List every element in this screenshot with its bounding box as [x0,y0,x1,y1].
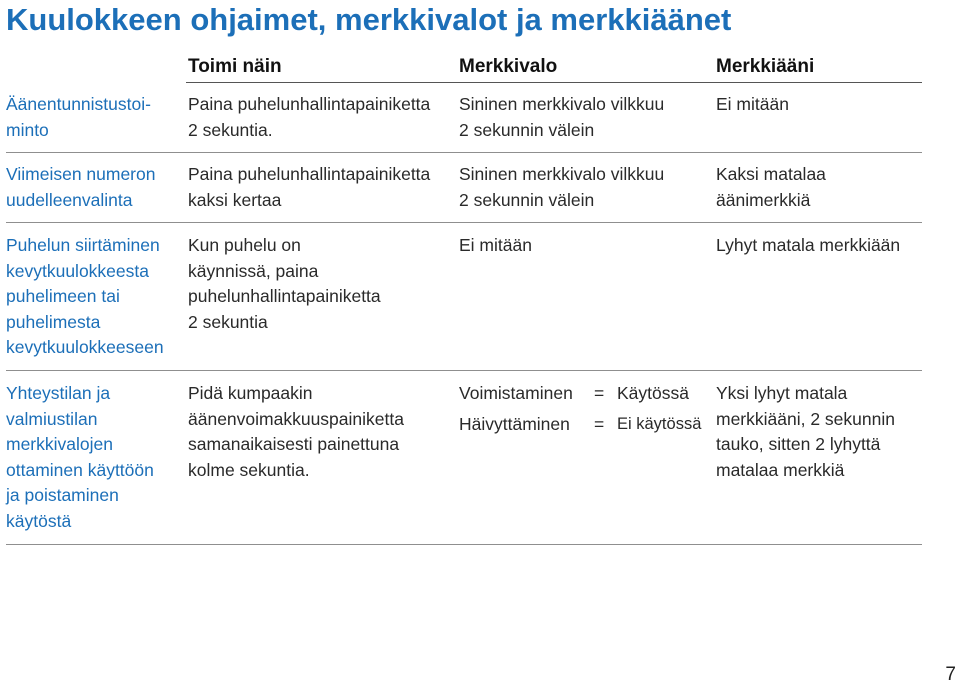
action-line: äänenvoimakkuuspainiketta [188,408,404,429]
function-line: uudelleenvalinta [6,189,133,210]
tone-line: tauko, sitten 2 lyhyttä [716,434,881,454]
row-divider [6,370,922,371]
row-action [188,92,430,143]
action-line: kolme sekuntia. [188,459,310,480]
function-line: ja poistaminen [6,485,119,505]
row-tone [716,162,826,213]
function-line: Viimeisen numeron [6,164,156,184]
row-function [6,92,151,143]
header-tone: Merkkiääni [716,56,815,77]
indicator-line: Ei mitään [459,235,532,255]
row-divider [6,544,922,545]
row-tone [716,233,900,259]
action-line: puhelunhallintapainiketta [188,286,381,306]
function-line: ottaminen käyttöön [6,459,154,480]
function-line: Äänentunnistustoi- [6,94,151,114]
tone-line: äänimerkkiä [716,189,811,210]
function-line: käytöstä [6,510,72,531]
tone-line: Lyhyt matala merkkiään [716,235,901,255]
action-line: kaksi kertaa [188,189,282,210]
row-function [6,381,154,534]
row-action [188,381,404,483]
header-action: Toimi näin [188,56,282,77]
row-tone [716,92,789,118]
page-number: 7 [945,664,956,685]
indicator-line: 2 sekunnin välein [459,119,595,140]
tone-line: Ei mitään [716,94,789,114]
function-line: Yhteystilan ja [6,383,111,403]
tone-line: merkkiääni, 2 sekunnin [716,408,895,429]
function-line: valmiustilan [6,408,98,429]
indicator-line: 2 sekunnin välein [459,189,595,210]
row-indicator [459,92,664,143]
tone-line: matalaa merkkiä [716,459,845,480]
function-line: merkkivalojen [6,434,113,454]
indicator-pair-label: Voimistaminen [459,383,573,403]
indicator-pair-value: Ei käytössä [617,415,702,433]
row-indicator [459,162,664,213]
indicator-pair-value: Käytössä [617,383,689,403]
row-tone [716,381,895,483]
tone-line: Kaksi matalaa [716,164,826,184]
function-line: kevytkuulokkeeseen [6,337,164,357]
row-action [188,162,430,213]
tone-line: Yksi lyhyt matala [716,383,848,403]
function-line: puhelimesta [6,311,101,332]
row-indicator [459,233,532,259]
function-line: kevytkuulokkeesta [6,260,149,281]
row-divider [6,152,922,153]
action-line: samanaikaisesti painettuna [188,434,400,454]
row-function [6,162,155,213]
action-line: Pidä kumpaakin [188,383,313,403]
function-line: minto [6,119,49,140]
action-line: 2 sekuntia [188,311,268,332]
header-indicator: Merkkivalo [459,56,558,77]
indicator-pair-equals: = [594,383,605,403]
row-function [6,233,164,361]
indicator-pair-label: Häivyttäminen [459,414,570,434]
indicator-line: Sininen merkkivalo vilkkuu [459,94,665,114]
action-line: Kun puhelu on [188,235,301,255]
row-action [188,233,381,335]
function-line: Puhelun siirtäminen [6,235,160,255]
header-divider [186,82,922,83]
row-divider [6,222,922,223]
function-line: puhelimeen tai [6,286,120,306]
indicator-line: Sininen merkkivalo vilkkuu [459,164,665,184]
action-line: Paina puhelunhallintapainiketta [188,94,431,114]
action-line: 2 sekuntia. [188,119,273,140]
action-line: Paina puhelunhallintapainiketta [188,164,431,184]
indicator-pair-equals: = [594,414,605,434]
action-line: käynnissä, paina [188,260,319,281]
page-title: Kuulokkeen ohjaimet, merkkivalot ja merkkiäänet [6,2,732,37]
